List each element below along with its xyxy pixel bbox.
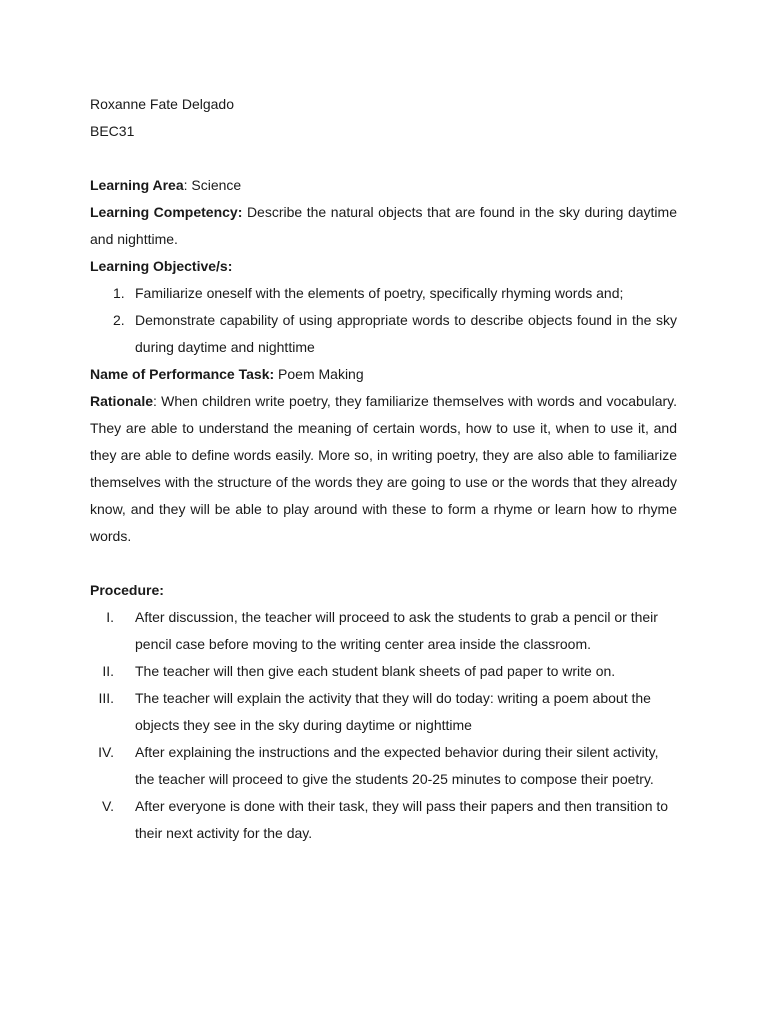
- list-marker: 1.: [113, 285, 125, 301]
- list-item: [90, 739, 677, 793]
- list-item: [90, 685, 677, 739]
- list-marker: 2.: [113, 312, 125, 328]
- list-item-text: After discussion, the teacher will proceed to ask the students to grab a pencil or their pencil case before moving to the writing center area inside the classroom.: [135, 609, 658, 652]
- list-marker: I.: [106, 609, 114, 625]
- document-page: [90, 91, 677, 847]
- spacer: [90, 550, 677, 577]
- list-item: [90, 793, 677, 847]
- rationale: [90, 388, 677, 550]
- learning-objectives-list: [90, 280, 677, 361]
- learning-competency-label: Learning Competency:: [90, 204, 243, 220]
- learning-area-label: Learning Area: [90, 177, 184, 193]
- procedure-list: [90, 604, 677, 847]
- rationale-value: : When children write poetry, they familiarize themselves with words and vocabulary. They are able to understand the meaning of certain words, how to use it, when to use it, and they are able to define words easily. More so, in writing poetry, they are also able to familiarize themselves with the structure of the words they are going to use or the words that they already know, and they will be able to play around with these to form a rhyme or learn how to rhyme words.: [90, 393, 677, 544]
- list-marker: III.: [98, 690, 114, 706]
- spacer: [90, 145, 677, 172]
- list-item: [90, 307, 677, 361]
- list-marker: V.: [102, 798, 114, 814]
- list-item-text: Demonstrate capability of using appropriate words to describe objects found in the sky during daytime and nighttime: [135, 312, 677, 355]
- performance-task-label: Name of Performance Task:: [90, 366, 275, 382]
- list-item-text: Familiarize oneself with the elements of poetry, specifically rhyming words and;: [135, 285, 624, 301]
- learning-area-value: : Science: [183, 177, 242, 193]
- list-item-text: After explaining the instructions and the expected behavior during their silent activity, the teacher will proceed to give the students 20-25 minutes to compose their poetry.: [135, 744, 659, 787]
- performance-task: [90, 361, 677, 388]
- list-marker: II.: [102, 663, 114, 679]
- list-item: [90, 280, 677, 307]
- author-name: Roxanne Fate Delgado: [90, 96, 234, 112]
- learning-competency-value: Describe the natural objects that are found in the sky during daytime and nighttime.: [90, 204, 677, 247]
- course-code: BEC31: [90, 123, 135, 139]
- rationale-label: Rationale: [90, 393, 154, 409]
- list-marker: IV.: [98, 744, 114, 760]
- performance-task-value: Poem Making: [274, 366, 364, 382]
- list-item: [90, 658, 677, 685]
- list-item-text: The teacher will then give each student blank sheets of pad paper to write on.: [135, 663, 616, 679]
- learning-area: [90, 172, 677, 199]
- list-item-text: After everyone is done with their task, they will pass their papers and then transition to their next activity for the day.: [135, 798, 669, 841]
- list-item: [90, 604, 677, 658]
- procedure-label: Procedure:: [90, 582, 164, 598]
- learning-competency: [90, 199, 677, 253]
- learning-objectives-label: Learning Objective/s:: [90, 258, 233, 274]
- list-item-text: The teacher will explain the activity that they will do today: writing a poem about the objects they see in the sky during daytime or nighttime: [135, 690, 651, 733]
